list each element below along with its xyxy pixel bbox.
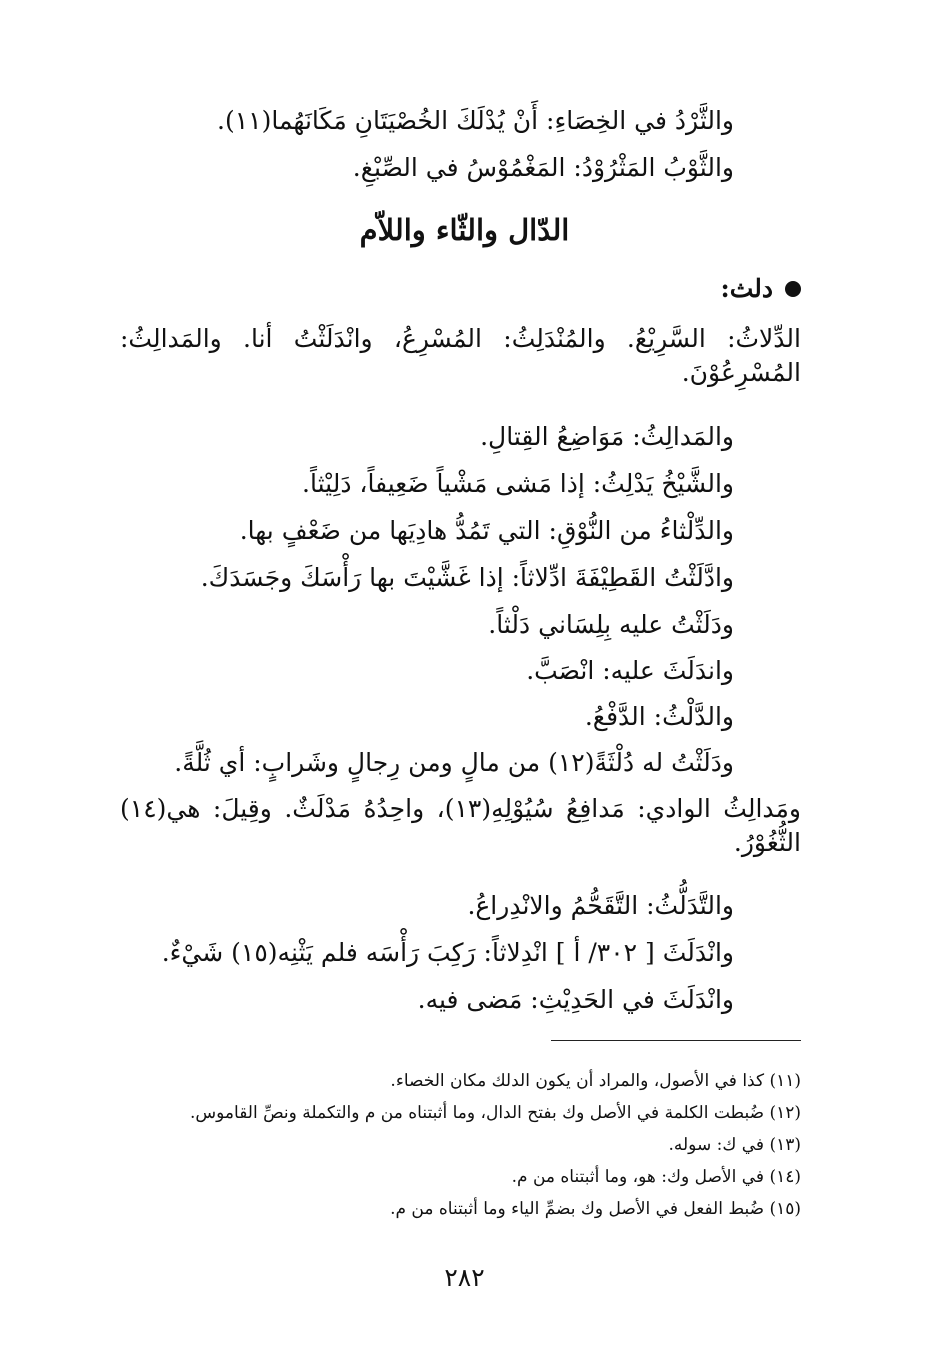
text-line: وادَّلَثْتُ القَطِيْفَةَ ادِّلاثاً: إذا غَشَّيْتَ بها رَأْسَكَ وجَسَدَكَ. <box>200 563 734 592</box>
text-line: والدَّلْثُ: الدَّفْعُ. <box>584 702 734 731</box>
text-line: واندَلَثَ عليه: انْصَبَّ. <box>526 656 734 685</box>
footnote: (١١) كذا في الأصول، والمراد أن يكون الدلك مكان الخصاء. <box>390 1071 801 1091</box>
footnote-divider <box>551 1040 801 1041</box>
bullet-icon <box>785 281 801 297</box>
text-line: والثَّوْبُ المَثْرُوْدُ: المَغْمُوْسُ في الصِّبْغِ. <box>352 153 734 182</box>
text-line: وانْدَلَثَ [ ٣٠٢/ أ ] انْدِلاثاً: رَكِبَ رَأْسَه فلم يَثْنِه(١٥) شَيْءٌ. <box>161 938 734 967</box>
entry-header <box>720 272 801 306</box>
text-line: والشَّيْخُ يَدْلِثُ: إذا مَشى مَشْياً ضَعِيفاً، دَلِيْثاً. <box>302 469 734 498</box>
footnote: (١٤) في الأصل وك: هو، وما أثبتناه من م. <box>511 1167 801 1187</box>
footnote: (١٢) ضُبطت الكلمة في الأصل وك بفتح الدال، وما أثبتناه من م والتكملة ونصِّ القاموس. <box>189 1103 801 1123</box>
text-line: والتَّدَلُّثُ: التَّقَحُّمُ والانْدِراعُ. <box>467 891 734 920</box>
text-line: والمَدالِثُ: مَوَاضِعُ القِتالِ. <box>480 422 734 451</box>
text-line: ودَلَثْتُ له دُلْثَةً(١٢) من مالٍ ومن رِجالٍ وشَرابٍ: أي ثُلَّةً. <box>174 748 734 777</box>
text-line: ودَلَثْتُ عليه بِلِسَاني دَلْثاً. <box>488 610 734 639</box>
paragraph: ومَدالِثُ الوادي: مَدافِعُ سُيُوْلِهِ(١٣)، واحِدُهُ مَدْلَثٌ. وقِيلَ: هي(١٤) الثُّغُوْرُ. <box>120 794 801 857</box>
page-number: ٢٨٢ <box>444 1263 485 1292</box>
section-heading: الدّال والثّاء واللاّم <box>359 213 570 247</box>
paragraph: الدِّلاثُ: السَّرِيْعُ. والمُنْدَلِثُ: المُسْرِعُ، وانْدَلَثْتُ أنا. والمَدالِثُ: المُسْرِعُوْنَ. <box>120 324 801 387</box>
text-line: والدِّلْثاءُ من النُّوْقِ: التي تَمُدُّ هادِيَها من ضَعْفٍ بها. <box>239 516 734 545</box>
text-line: وانْدَلَثَ في الحَدِيْثِ: مَضى فيه. <box>417 985 734 1014</box>
text-line: والثَّرْدُ في الخِصَاءِ: أَنْ يُدْلَكَ الخُصْيَتَانِ مَكَانَهُما(١١). <box>217 106 734 135</box>
footnote: (١٥) ضُبط الفعل في الأصل وك بضمِّ الياء وما أثبتناه من م. <box>390 1199 801 1219</box>
entry-word: دلث: <box>720 274 773 303</box>
footnote: (١٣) في ك: سوله. <box>668 1135 801 1155</box>
